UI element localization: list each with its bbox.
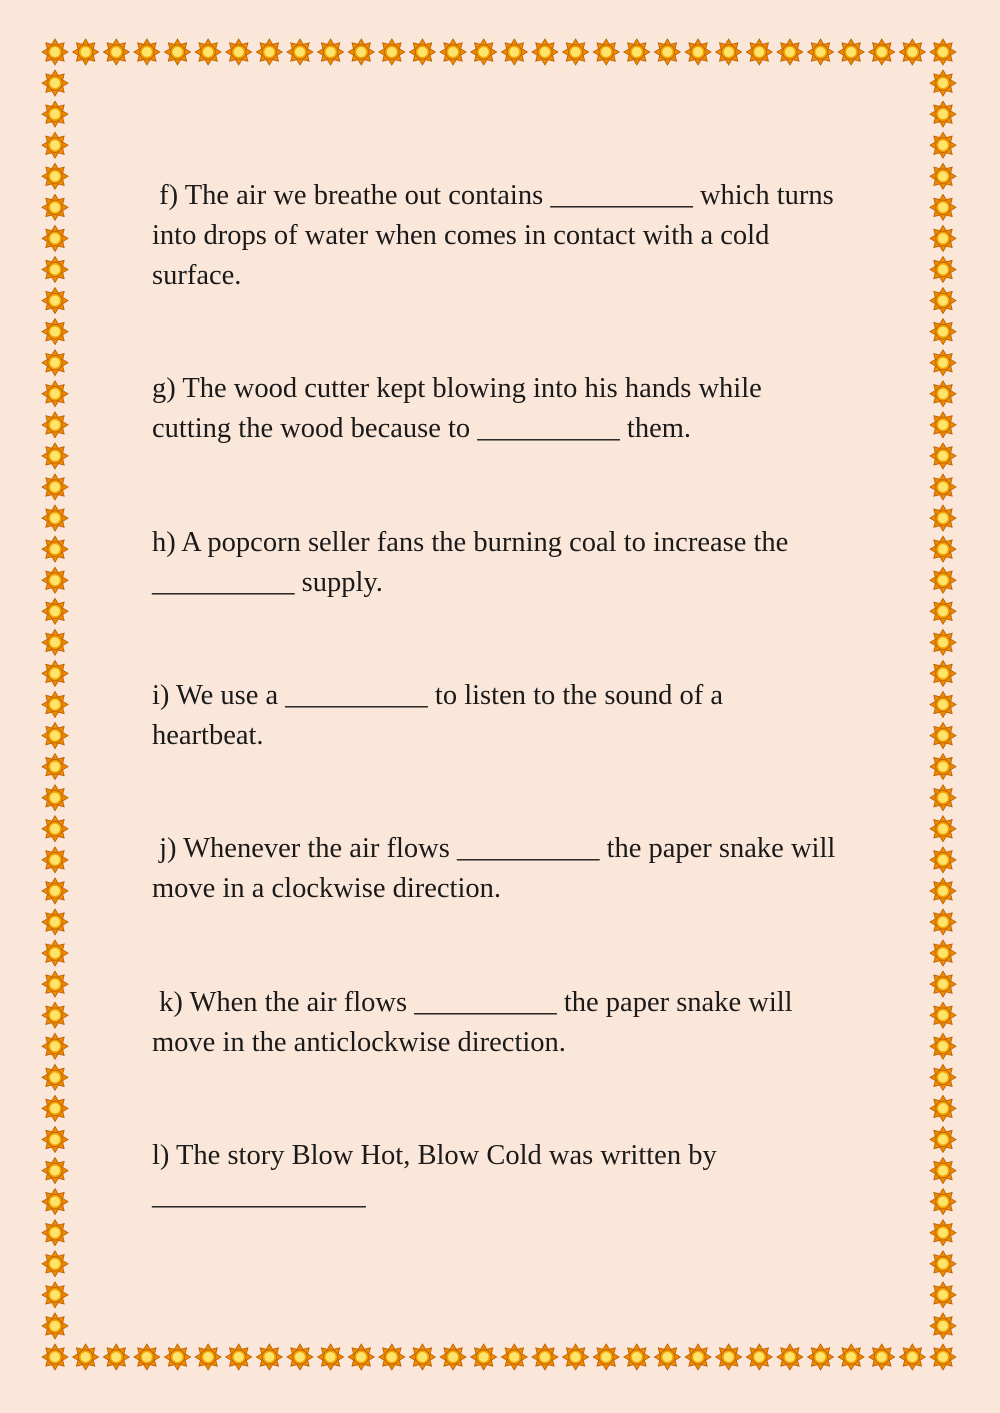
sun-icon	[134, 39, 160, 65]
sun-icon	[42, 785, 68, 811]
sun-icon	[930, 132, 956, 158]
sun-icon	[930, 443, 956, 469]
sun-icon	[42, 1127, 68, 1153]
sun-icon	[226, 1344, 252, 1370]
sun-icon	[42, 692, 68, 718]
sun-icon	[777, 1344, 803, 1370]
sun-icon	[930, 1189, 956, 1215]
sun-icon	[195, 1344, 221, 1370]
sun-icon	[103, 39, 129, 65]
sun-icon	[42, 70, 68, 96]
sun-icon	[746, 39, 772, 65]
sun-icon	[930, 101, 956, 127]
sun-icon	[42, 101, 68, 127]
sun-icon	[42, 1189, 68, 1215]
sun-icon	[42, 878, 68, 904]
sun-icon	[134, 1344, 160, 1370]
sun-icon	[930, 1002, 956, 1028]
sun-icon	[42, 1033, 68, 1059]
sun-icon	[348, 1344, 374, 1370]
sun-icon	[869, 39, 895, 65]
sun-icon	[930, 1282, 956, 1308]
sun-icon	[899, 39, 925, 65]
sun-icon	[869, 1344, 895, 1370]
sun-icon	[930, 940, 956, 966]
sun-icon	[930, 723, 956, 749]
sun-icon	[103, 1344, 129, 1370]
sun-icon	[42, 39, 68, 65]
sun-icon	[195, 39, 221, 65]
sun-icon	[256, 39, 282, 65]
sun-icon	[654, 1344, 680, 1370]
sun-icon	[563, 1344, 589, 1370]
sun-icon	[42, 754, 68, 780]
sun-icon	[318, 1344, 344, 1370]
sun-icon	[256, 1344, 282, 1370]
question-f: f) The air we breathe out contains __________ which turns into drops of water when comes in contact with a cold surface.	[152, 180, 834, 291]
sun-icon	[930, 692, 956, 718]
sun-icon	[930, 754, 956, 780]
sun-icon	[42, 1158, 68, 1184]
sun-icon	[42, 971, 68, 997]
sun-icon	[685, 1344, 711, 1370]
sun-icon	[42, 319, 68, 345]
sun-icon	[930, 629, 956, 655]
sun-icon	[930, 288, 956, 314]
sun-icon	[930, 1095, 956, 1121]
sun-icon	[930, 412, 956, 438]
sun-icon	[930, 1064, 956, 1090]
sun-icon	[930, 1158, 956, 1184]
sun-icon	[930, 1220, 956, 1246]
sun-icon	[42, 443, 68, 469]
sun-icon	[42, 1064, 68, 1090]
sun-icon	[930, 1033, 956, 1059]
sun-icon	[930, 567, 956, 593]
sun-icon	[42, 816, 68, 842]
sun-icon	[42, 847, 68, 873]
sun-icon	[930, 194, 956, 220]
sun-icon	[471, 39, 497, 65]
sun-icon	[73, 39, 99, 65]
sun-icon	[42, 940, 68, 966]
sun-icon	[73, 1344, 99, 1370]
sun-icon	[746, 1344, 772, 1370]
sun-icon	[716, 39, 742, 65]
sun-icon	[654, 39, 680, 65]
sun-icon	[532, 39, 558, 65]
sun-icon	[532, 1344, 558, 1370]
sun-icon	[930, 1127, 956, 1153]
sun-icon	[42, 381, 68, 407]
sun-icon	[593, 39, 619, 65]
question-h: h) A popcorn seller fans the burning coal to increase the __________ supply.	[152, 527, 789, 598]
sun-icon	[501, 39, 527, 65]
sun-icon	[42, 1251, 68, 1277]
question-i: i) We use a __________ to listen to the sound of a heartbeat.	[152, 680, 724, 751]
sun-icon	[42, 412, 68, 438]
sun-icon	[42, 723, 68, 749]
sun-icon	[930, 1313, 956, 1339]
sun-icon	[930, 381, 956, 407]
sun-icon	[899, 1344, 925, 1370]
sun-icon	[624, 39, 650, 65]
sun-icon	[716, 1344, 742, 1370]
sun-icon	[226, 39, 252, 65]
sun-icon	[42, 505, 68, 531]
sun-icon	[930, 225, 956, 251]
sun-icon	[379, 1344, 405, 1370]
sun-icon	[348, 39, 374, 65]
sun-icon	[42, 1344, 68, 1370]
sun-icon	[593, 1344, 619, 1370]
sun-icon	[930, 474, 956, 500]
sun-icon	[42, 629, 68, 655]
sun-icon	[930, 257, 956, 283]
sun-icon	[164, 39, 190, 65]
sun-icon	[42, 257, 68, 283]
sun-icon	[318, 39, 344, 65]
sun-icon	[930, 319, 956, 345]
sun-icon	[930, 1344, 956, 1370]
sun-icon	[440, 39, 466, 65]
sun-icon	[930, 847, 956, 873]
sun-icon	[440, 1344, 466, 1370]
sun-icon	[930, 536, 956, 562]
sun-icon	[42, 1282, 68, 1308]
sun-icon	[930, 350, 956, 376]
sun-icon	[42, 909, 68, 935]
sun-icon	[685, 39, 711, 65]
sun-icon	[42, 598, 68, 624]
question-l: l) The story Blow Hot, Blow Cold was written by _______________	[152, 1140, 717, 1211]
sun-icon	[930, 505, 956, 531]
sun-icon	[624, 1344, 650, 1370]
sun-icon	[930, 163, 956, 189]
sun-icon	[563, 39, 589, 65]
sun-icon	[42, 567, 68, 593]
sun-icon	[471, 1344, 497, 1370]
sun-icon	[930, 785, 956, 811]
sun-icon	[838, 39, 864, 65]
sun-icon	[930, 816, 956, 842]
question-g: g) The wood cutter kept blowing into his hands while cutting the wood because to __________ them.	[152, 373, 762, 444]
question-j: j) Whenever the air flows __________ the paper snake will move in a clockwise direction.	[152, 833, 836, 904]
sun-icon	[42, 1313, 68, 1339]
question-k: k) When the air flows __________ the paper snake will move in the anticlockwise direction.	[152, 987, 793, 1058]
sun-icon	[42, 1002, 68, 1028]
sun-icon	[42, 474, 68, 500]
sun-icon	[930, 598, 956, 624]
sun-icon	[808, 39, 834, 65]
sun-icon	[42, 288, 68, 314]
sun-icon	[287, 1344, 313, 1370]
sun-icon	[42, 163, 68, 189]
sun-icon	[838, 1344, 864, 1370]
sun-icon	[287, 39, 313, 65]
sun-icon	[930, 660, 956, 686]
sun-icon	[42, 350, 68, 376]
sun-icon	[164, 1344, 190, 1370]
sun-icon	[42, 536, 68, 562]
sun-icon	[930, 70, 956, 96]
sun-icon	[501, 1344, 527, 1370]
sun-icon	[409, 1344, 435, 1370]
sun-icon	[930, 878, 956, 904]
sun-icon	[930, 1251, 956, 1277]
sun-icon	[42, 1220, 68, 1246]
sun-icon	[42, 1095, 68, 1121]
sun-icon	[42, 660, 68, 686]
sun-icon	[42, 194, 68, 220]
sun-icon	[42, 225, 68, 251]
sun-icon	[930, 971, 956, 997]
sun-icon	[379, 39, 405, 65]
sun-icon	[42, 132, 68, 158]
sun-icon	[930, 39, 956, 65]
sun-icon	[409, 39, 435, 65]
sun-icon	[808, 1344, 834, 1370]
sun-icon	[930, 909, 956, 935]
sun-icon	[777, 39, 803, 65]
